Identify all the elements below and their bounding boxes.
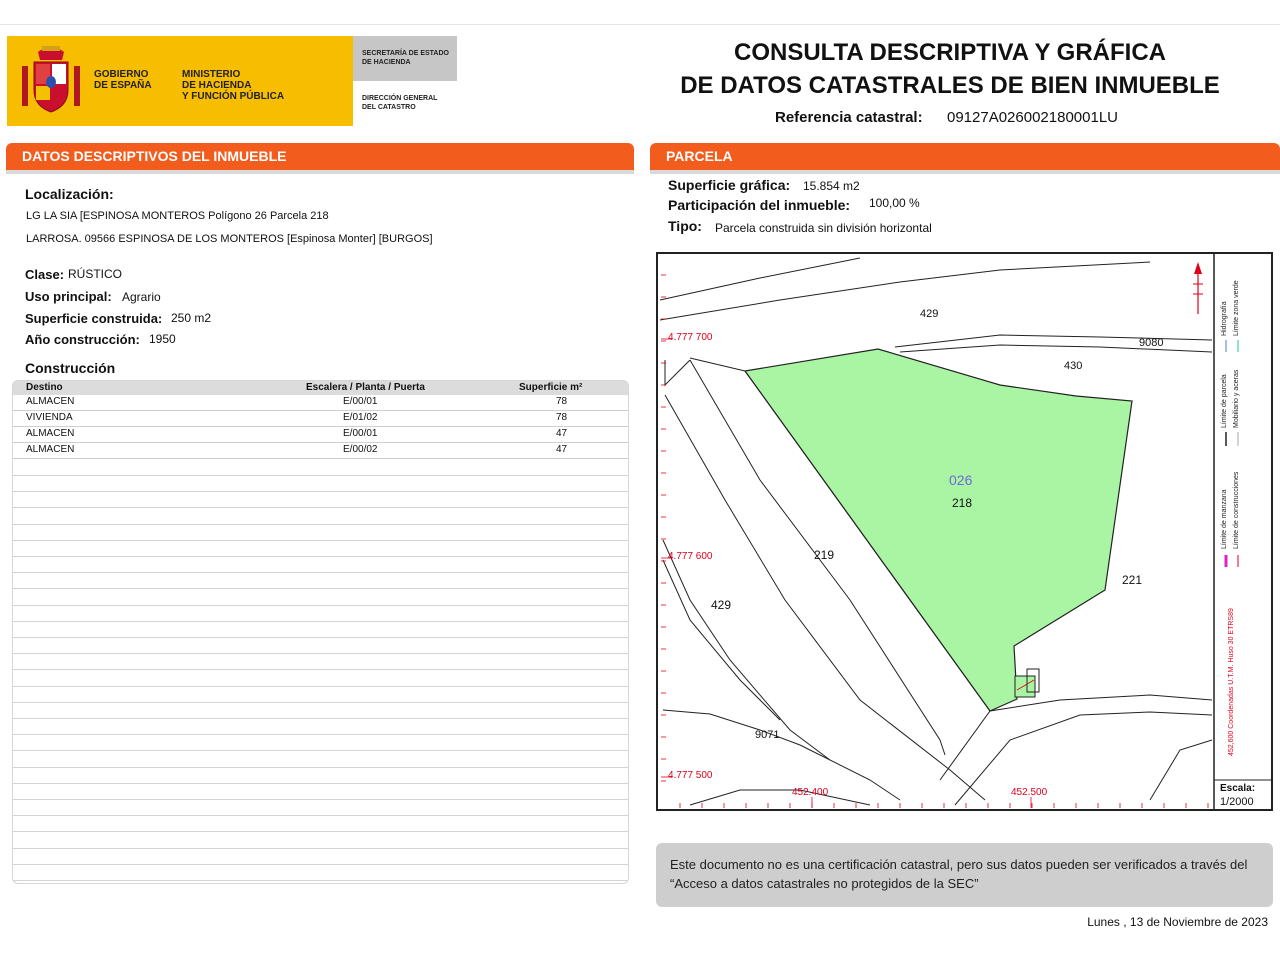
legend-zona-verde: Límite zona verde (1233, 280, 1240, 336)
cell-escalera: E/00/01 (343, 396, 378, 407)
anio-construccion-value: 1950 (149, 332, 176, 346)
tipo-value: Parcela construida sin división horizontal (715, 221, 932, 235)
cell-escalera: E/00/01 (343, 428, 378, 439)
superficie-construida-label: Superficie construida: (25, 311, 163, 326)
ref-catastral-label: Referencia catastral: (775, 109, 923, 126)
ref-catastral-value: 09127A026002180001LU (947, 109, 1118, 126)
legend-construcciones: Límite de construcciones (1233, 471, 1240, 549)
uso-value: Agrario (122, 290, 161, 304)
gobierno-text (94, 69, 152, 91)
section-header-parcela: PARCELA (650, 143, 1280, 170)
cell-destino: VIVIENDA (26, 412, 73, 423)
section-shadow (650, 170, 1280, 174)
secretaria-line: DE HACIENDA (362, 59, 411, 66)
table-empty-line (13, 799, 628, 800)
escala-label: Escala: (1220, 783, 1256, 794)
table-empty-line (13, 605, 628, 606)
cell-superficie: 78 (556, 412, 568, 423)
table-row (13, 443, 628, 459)
tipo-label: Tipo: (668, 218, 702, 234)
title-line-1: CONSULTA DESCRIPTIVA Y GRÁFICA (733, 39, 1167, 66)
cell-destino: ALMACEN (26, 396, 75, 407)
construccion-table (12, 380, 629, 884)
parcel-label: 429 (920, 308, 939, 320)
legend-manzana: Límite de manzana (1221, 489, 1228, 549)
table-empty-line (13, 750, 628, 751)
polygon-label-026: 026 (949, 472, 973, 488)
legend-coordenadas: 452,600 Coordenadas U.T.M. Huso 30 ETRS89 (1228, 608, 1235, 756)
column-header-destino: Destino (26, 382, 63, 393)
document-date: Lunes , 13 de Noviembre de 2023 (1087, 915, 1268, 929)
table-empty-line (13, 783, 628, 784)
legend-hidrografia: Hidrografía (1221, 301, 1228, 336)
table-empty-line (13, 524, 628, 525)
cell-superficie: 47 (556, 444, 568, 455)
coord-label-y: 4.777 700 (668, 332, 713, 343)
anio-construccion-label: Año construcción: (25, 332, 140, 347)
table-empty-line (13, 880, 628, 881)
table-empty-line (13, 864, 628, 865)
localizacion-line-1: LG LA SIA [ESPINOSA MONTEROS Polígono 26 Parcela 218 (26, 210, 329, 222)
construccion-label: Construcción (25, 360, 116, 376)
road-line (690, 790, 870, 805)
coord-label-x: 452.500 (1011, 787, 1048, 798)
table-empty-line (13, 815, 628, 816)
title-line-2: DE DATOS CATASTRALES DE BIEN INMUEBLE (680, 72, 1220, 99)
gobierno-line: GOBIERNO (94, 69, 149, 80)
boundary-line (665, 360, 690, 385)
road-line (940, 695, 1212, 780)
participacion-label: Participación del inmueble: (668, 197, 851, 213)
section-header-inmueble: DATOS DESCRIPTIVOS DEL INMUEBLE (6, 143, 634, 170)
table-row (13, 411, 628, 427)
table-empty-line (13, 653, 628, 654)
parcel-label: 429 (711, 598, 732, 612)
superficie-grafica-value: 15.854 m2 (803, 179, 860, 193)
ministerio-text (182, 69, 284, 102)
uso-label: Uso principal: (25, 289, 112, 304)
localizacion-line-2: LARROSA. 09566 ESPINOSA DE LOS MONTEROS [Espinosa Monter] [BURGOS] (26, 233, 433, 245)
secretaria-line: SECRETARÍA DE ESTADO (362, 50, 449, 57)
road-line (663, 710, 900, 800)
top-divider (0, 24, 1280, 25)
table-empty-line (13, 491, 628, 492)
direccion-line: DEL CATASTRO (362, 104, 416, 111)
table-empty-line (13, 831, 628, 832)
column-header-superficie: Superficie m² (519, 382, 583, 393)
coord-label-y: 4.777 500 (668, 770, 713, 781)
road-line (660, 258, 860, 300)
table-empty-line (13, 637, 628, 638)
gobierno-line: DE ESPAÑA (94, 80, 152, 91)
table-empty-line (13, 669, 628, 670)
section-shadow (6, 170, 634, 174)
table-empty-line (13, 475, 628, 476)
direccion-line: DIRECCIÓN GENERAL (362, 95, 438, 102)
parcel-label: 221 (1122, 573, 1143, 587)
road-line (900, 345, 1212, 352)
road-line (660, 262, 1150, 320)
table-empty-line (13, 572, 628, 573)
boundary-line (690, 358, 745, 371)
table-empty-line (13, 507, 628, 508)
column-header-escalera: Escalera / Planta / Puerta (306, 382, 425, 393)
building-shape (1015, 676, 1035, 697)
table-empty-line (13, 848, 628, 849)
boundary-line (663, 540, 830, 760)
table-empty-line (13, 686, 628, 687)
table-empty-line (13, 540, 628, 541)
superficie-grafica-label: Superficie gráfica: (668, 177, 791, 193)
direccion-text (362, 94, 454, 112)
escala-value: 1/2000 (1220, 796, 1254, 808)
parcel-label: 430 (1064, 360, 1083, 372)
localizacion-label: Localización: (25, 186, 114, 202)
cell-superficie: 78 (556, 396, 568, 407)
cell-destino: ALMACEN (26, 444, 75, 455)
ministerio-line: MINISTERIO (182, 69, 241, 80)
table-empty-line (13, 767, 628, 768)
table-row (13, 395, 628, 411)
parcel-label: 9080 (1139, 337, 1164, 349)
north-arrow-icon (1193, 262, 1203, 314)
legend-mobiliario: Mobiliario y aceras (1233, 369, 1240, 428)
road-line (895, 335, 1212, 347)
road-line (955, 712, 1212, 805)
disclaimer-note: Este documento no es una certificación catastral, pero sus datos pueden ser verificados a través del “Acceso a datos catastrales no protegidos de la SEC” (656, 843, 1273, 907)
parcel-label: 9071 (755, 729, 780, 741)
table-empty-line (13, 702, 628, 703)
coord-label-y: 4.777 600 (668, 551, 713, 562)
cell-destino: ALMACEN (26, 428, 75, 439)
clase-label: Clase: (25, 267, 65, 282)
table-empty-line (13, 734, 628, 735)
coat-of-arms-icon (20, 44, 82, 116)
table-row (13, 427, 628, 443)
table-empty-line (13, 588, 628, 589)
legend-parcela: Límite de parcela (1221, 374, 1228, 428)
table-empty-line (13, 718, 628, 719)
road-line (1150, 740, 1212, 800)
table-header (13, 381, 628, 395)
table-empty-line (13, 556, 628, 557)
parcel-label-218: 218 (952, 496, 973, 510)
document-title (640, 36, 1260, 102)
boundary-line (663, 560, 780, 720)
secretaria-text (362, 49, 454, 67)
coord-label-x: 452.400 (792, 787, 829, 798)
clase-value: RÚSTICO (68, 267, 122, 281)
ministerio-line: DE HACIENDA (182, 80, 252, 91)
ministerio-line: Y FUNCIÓN PÚBLICA (182, 91, 285, 102)
cell-escalera: E/00/02 (343, 444, 378, 455)
superficie-construida-value: 250 m2 (171, 311, 212, 325)
participacion-value: 100,00 % (869, 196, 920, 210)
table-empty-line (13, 621, 628, 622)
cell-superficie: 47 (556, 428, 568, 439)
cell-escalera: E/01/02 (343, 412, 378, 423)
cadastral-map-drawing (658, 254, 1271, 809)
parcel-218-shape (745, 349, 1132, 711)
parcel-label: 219 (814, 548, 835, 562)
